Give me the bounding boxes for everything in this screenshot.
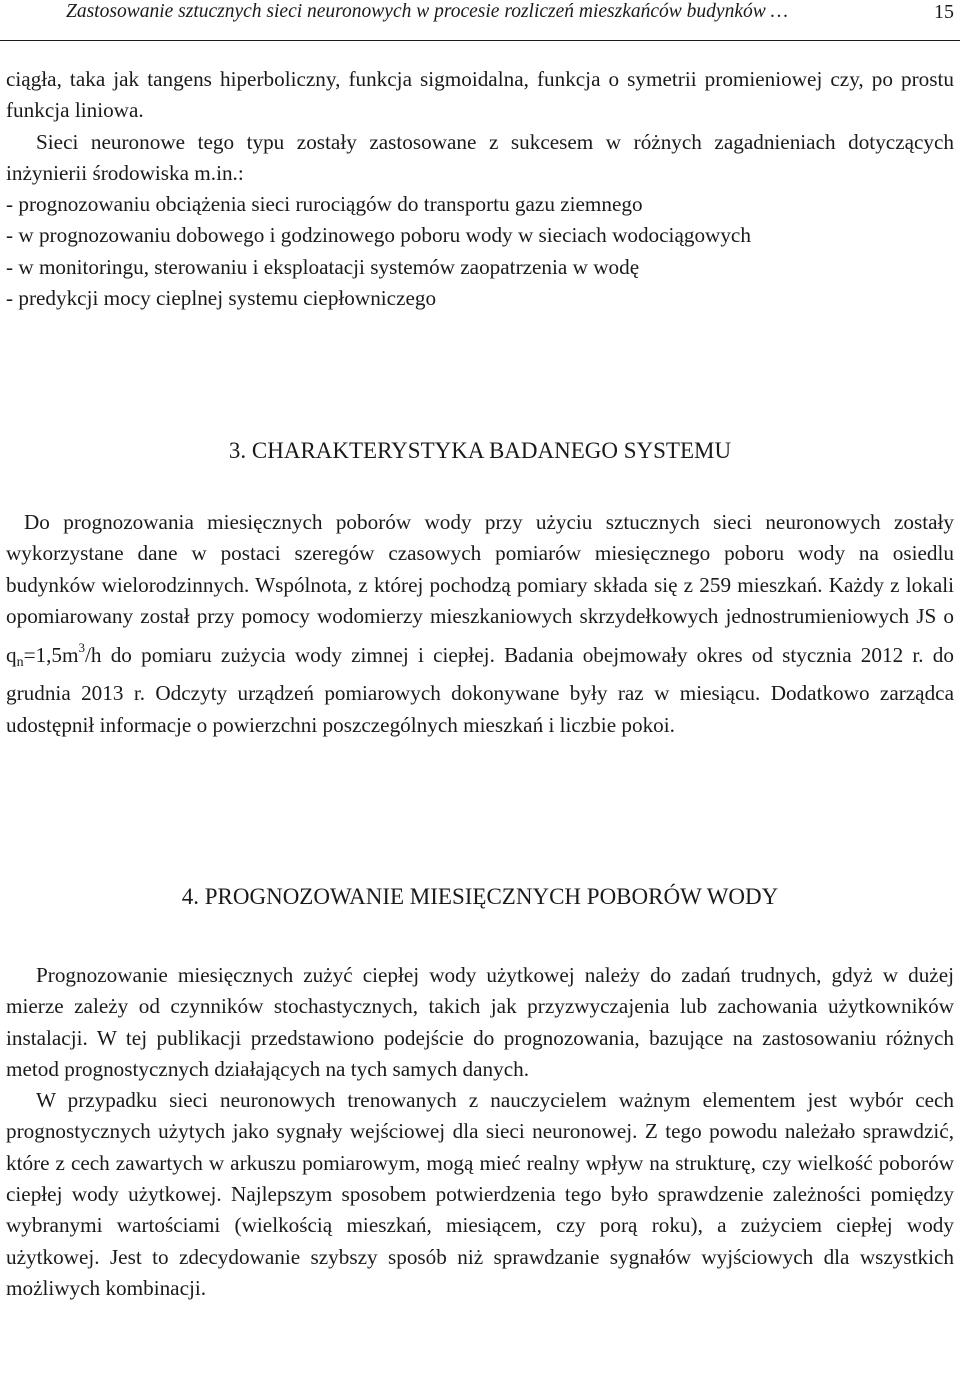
- paragraph-text: Do prognozowania miesięcznych poborów wody przy użyciu sztucznych sieci neuronowych zostały wykorzystane dane w postaci szeregów czasowych pomiarów miesięcznego poboru wody na osiedlu budynków wielorodzinnych. Wspólnota, z której pochodzą pomiary składa się z 259 mieszkań. Każdy z lokali opomiarowany został przy pomocy wodomierzy mieszkaniowych skrzydełkowych jednostrumieniowych JS o q: [6, 510, 954, 668]
- intro-paragraph: ciągła, taka jak tangens hiperboliczny, funkcja sigmoidalna, funkcja o symetrii promieniowej czy, po prostu funkcja liniowa.: [6, 67, 954, 123]
- page-number: 15: [934, 1, 954, 23]
- subscript-n: n: [16, 655, 24, 671]
- section-3-body: [6, 507, 954, 741]
- paragraph-text: /h do pomiaru zużycia wody zimnej i ciepłej. Badania obejmowały okres od stycznia 2012 r. do grudnia 2013 r. Odczyty urządzeń pomiarowych dokonywane były raz w miesiącu. Dodatkowo zarządca udostępnił informacje o powierzchni poszczególnych mieszkań i liczbie pokoi.: [6, 643, 954, 737]
- list-item: - w prognozowaniu dobowego i godzinowego poboru wody w sieciach wodociągowych: [6, 223, 751, 248]
- list-item: - prognozowaniu obciążenia sieci rurociągów do transportu gazu ziemnego: [6, 192, 643, 217]
- paragraph-text: =1,5m: [23, 643, 79, 668]
- section-4-paragraph: Prognozowanie miesięcznych zużyć ciepłej wody użytkowej należy do zadań trudnych, gdyż w dużej mierze zależy od czynników stochastycznych, takich jak przyzwyczajenia lub zachowania użytkowników instalacji. W tej publikacji przedstawiono podejście do prognozowania, bazujące na zastosowaniu różnych metod prognostycznych działających na tych samych danych.: [6, 963, 954, 1081]
- running-header: [0, 0, 960, 41]
- intro-section: [6, 64, 954, 314]
- section-4-paragraph: W przypadku sieci neuronowych trenowanych z nauczycielem ważnym elementem jest wybór cech prognostycznych użytych jako sygnały wejściowej dla sieci neuronowej. Z tego powodu należało sprawdzić, które z cech zawartych w arkuszu pomiarowym, mogą mieć realny wpływ na strukturę, czy wielkość poborów ciepłej wody użytkowej. Najlepszym sposobem potwierdzenia tego było sprawdzenie zależności pomiędzy wybranymi wartościami (wielkością mieszkań, miesiącem, czy porą roku), a zużyciem ciepłej wody użytkowej. Jest to zdecydowanie szybszy sposób niż sprawdzanie sygnałów wyjściowych dla wszystkich możliwych kombinacji.: [6, 1088, 954, 1300]
- section-4-body: [6, 960, 954, 1304]
- section-3-paragraph: [6, 507, 954, 741]
- list-item: - predykcji mocy cieplnej systemu ciepłowniczego: [6, 286, 437, 311]
- running-title: Zastosowanie sztucznych sieci neuronowych w procesie rozliczeń mieszkańców budynków …: [66, 1, 788, 22]
- list-item: - w monitoringu, sterowaniu i eksploatacji systemów zaopatrzenia w wodę: [6, 254, 640, 279]
- intro-paragraph-applications: Sieci neuronowe tego typu zostały zastosowane z sukcesem w różnych zagadnieniach dotyczących inżynierii środowiska m.in.:: [6, 129, 954, 185]
- section-heading-4: 4. PROGNOZOWANIE MIESIĘCZNYCH POBORÓW WODY: [181, 884, 779, 909]
- superscript-3: 3: [78, 640, 86, 656]
- section-heading-3: 3. CHARAKTERYSTYKA BADANEGO SYSTEMU: [228, 438, 732, 463]
